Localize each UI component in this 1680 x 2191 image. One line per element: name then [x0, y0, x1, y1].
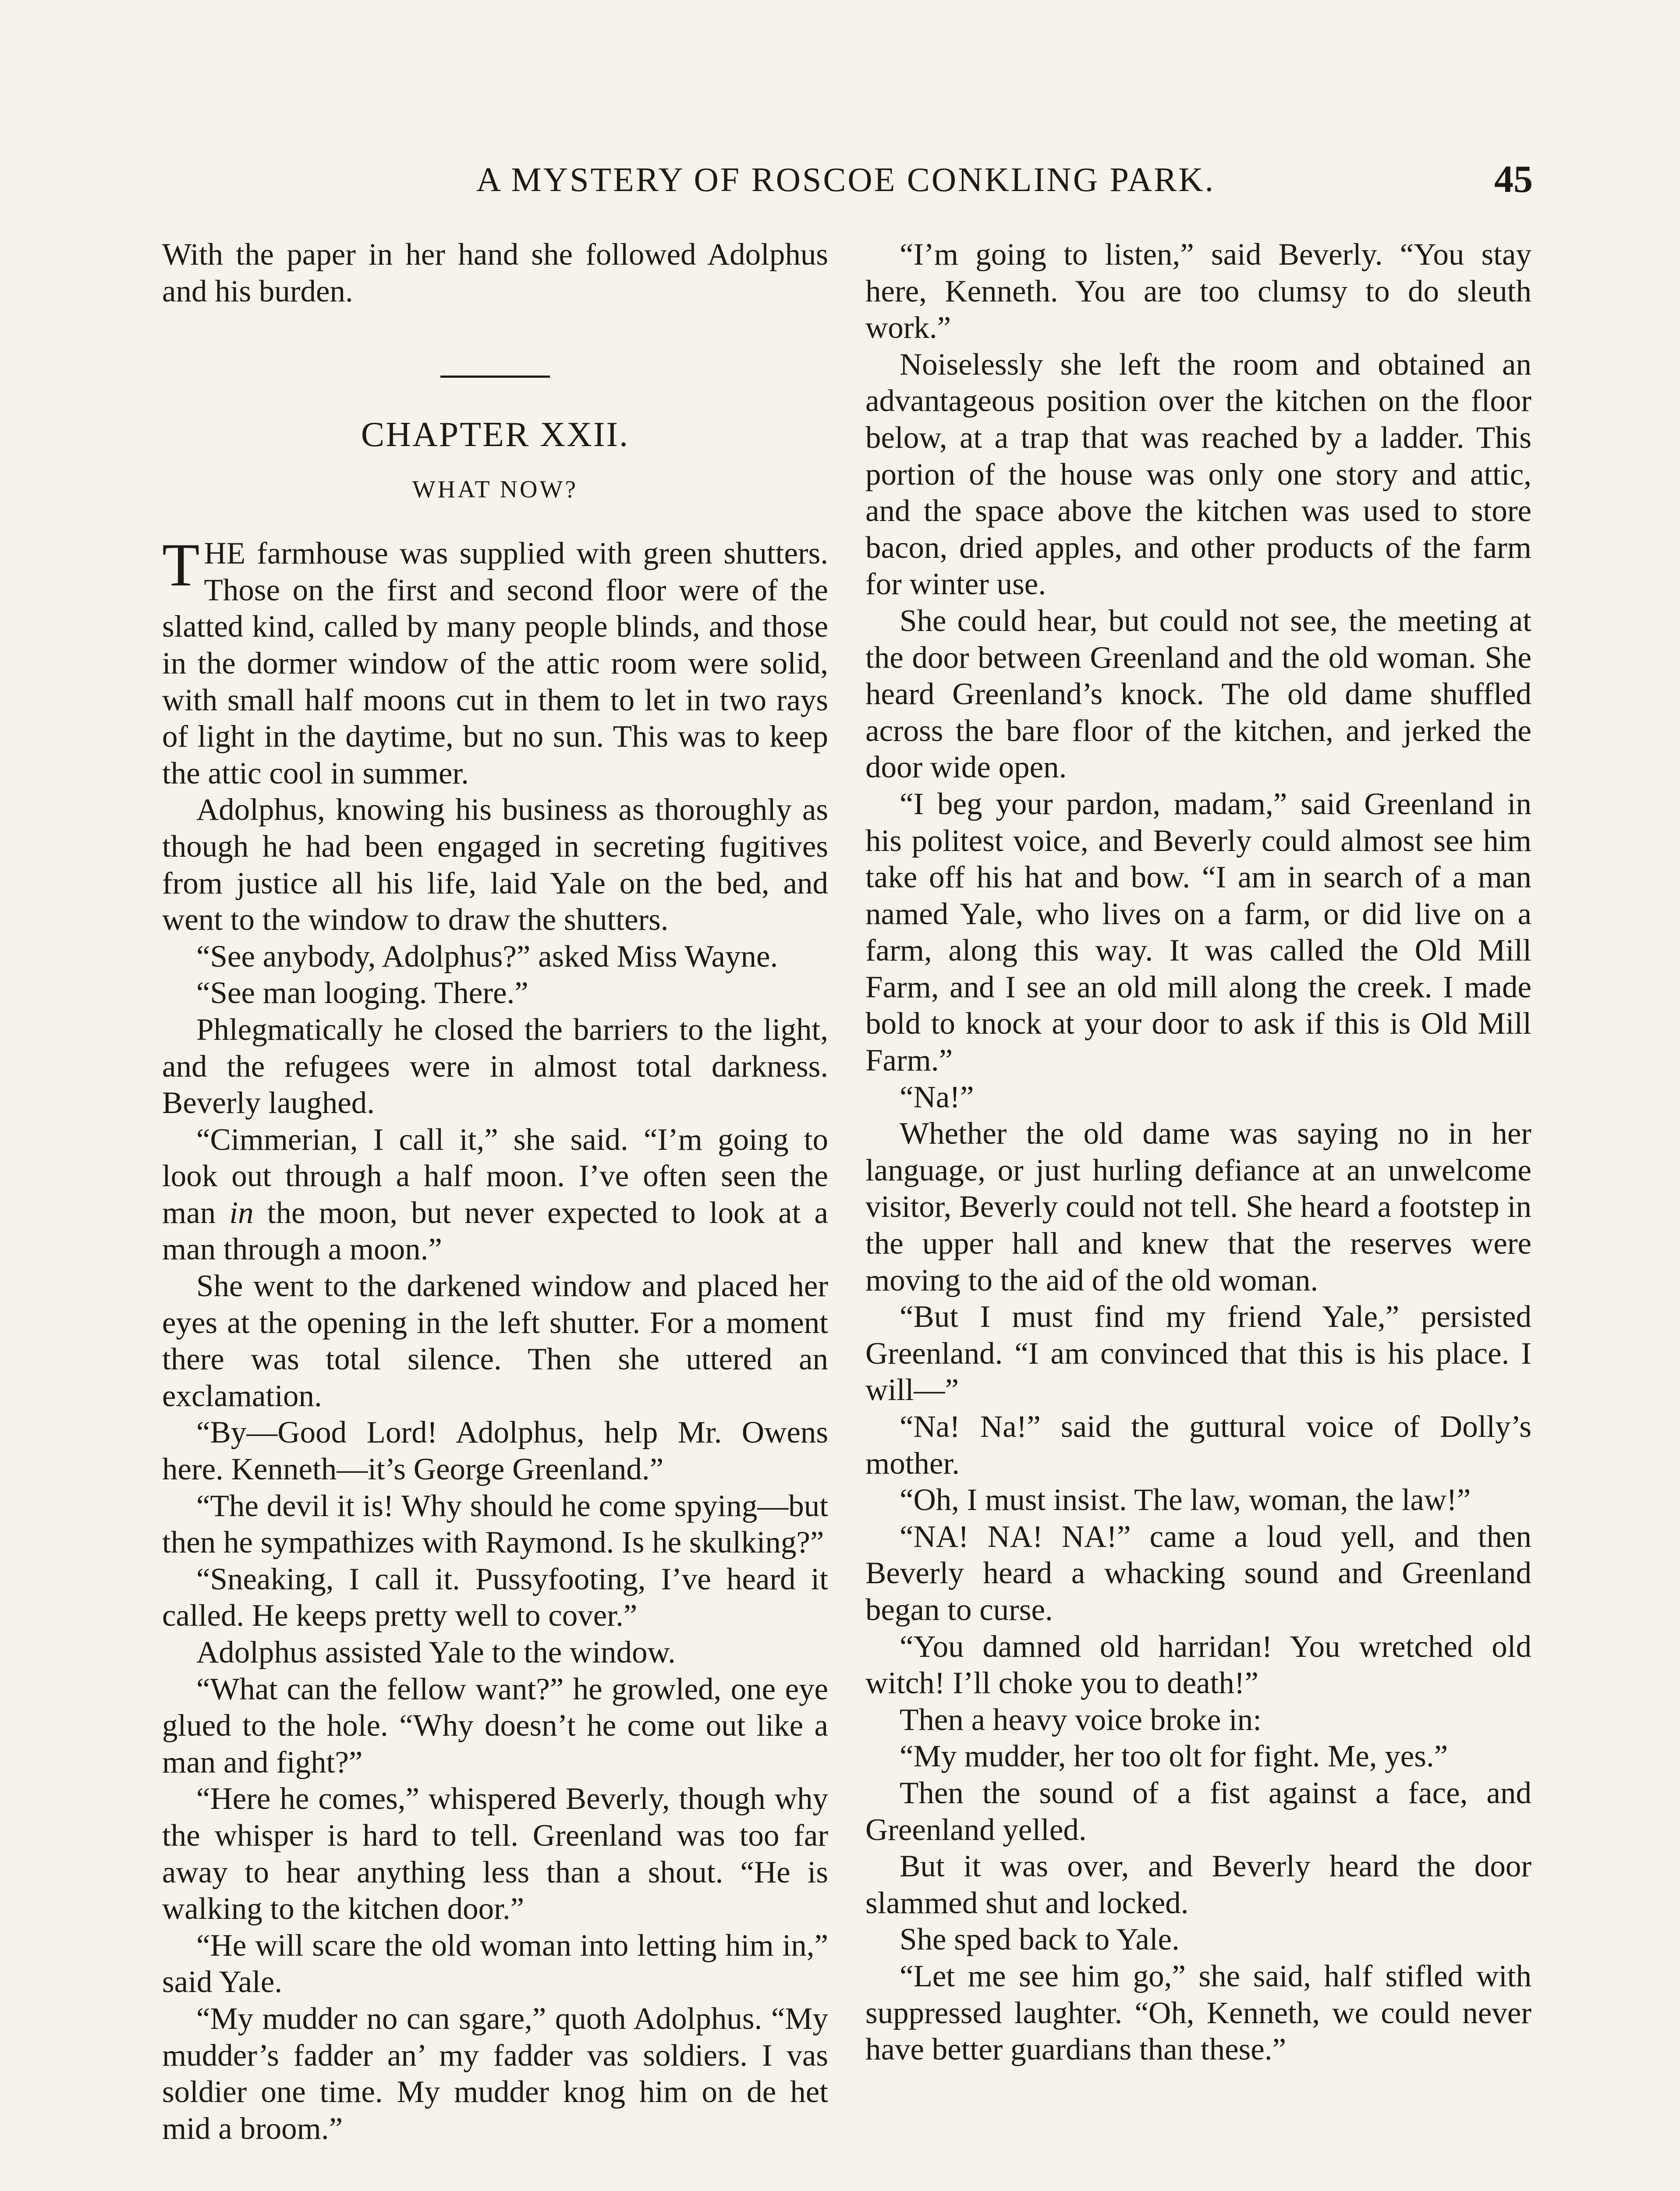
chapter-title: CHAPTER XXII. — [361, 415, 630, 454]
italic-word: in — [229, 1195, 254, 1230]
paragraph: She went to the darkened window and placed her eyes at the opening in the left shutter. For a moment there was total silence. Then she uttered an exclamation. — [162, 1269, 828, 1413]
paragraph: Then the sound of a fist against a face, and Greenland yelled. — [865, 1776, 1531, 1847]
paragraph — [162, 1122, 828, 1268]
paragraph: “He will scare the old woman into letting him in,” said Yale. — [162, 1928, 828, 2000]
paragraph: “See man looging. There.” — [196, 976, 528, 1010]
chapter-subtitle: WHAT NOW? — [412, 476, 578, 503]
paragraph: “Oh, I must insist. The law, woman, the law!” — [900, 1483, 1471, 1517]
paragraph: “Na! Na!” said the guttural voice of Dolly’s mother. — [865, 1410, 1531, 1481]
paragraph: “NA! NA! NA!” came a loud yell, and then Beverly heard a whacking sound and Greenland began to curse. — [865, 1519, 1531, 1627]
paragraph: But it was over, and Beverly heard the door slammed shut and locked. — [865, 1849, 1531, 1920]
paragraph-text: HE farmhouse was supplied with green shutters. Those on the first and second floor were of the slatted kind, called by many people blinds, and those in the dormer window of the attic room were solid, with small half moons cut in them to let in two rays of light in the daytime, but no sun. This was to keep the attic cool in summer. — [162, 536, 828, 791]
section-rule — [440, 376, 550, 378]
paragraph: “See anybody, Adolphus?” asked Miss Wayne. — [196, 939, 778, 974]
paragraph: With the paper in her hand she followed Adolphus and his burden. — [162, 238, 828, 308]
paragraph: Then a heavy voice broke in: — [900, 1702, 1262, 1737]
paragraph: “Sneaking, I call it. Pussyfooting, I’ve heard it called. He keeps pretty well to cover.” — [162, 1562, 828, 1633]
paragraph: She sped back to Yale. — [900, 1922, 1180, 1957]
right-column — [865, 237, 1531, 2068]
paragraph: “The devil it is! Why should he come spying—but then he sympathizes with Raymond. Is he skulking?” — [162, 1489, 828, 1560]
running-title: A MYSTERY OF ROSCOE CONKLING PARK. — [476, 160, 1216, 199]
opening-paragraph — [162, 531, 828, 792]
paragraph: “I’m going to listen,” said Beverly. “You stay here, Kenneth. You are too clumsy to do sleuth work.” — [865, 238, 1531, 345]
paragraph: “Na!” — [900, 1080, 974, 1114]
paragraph-text: “Cimmerian, I call it,” she said. “I’m going to look out through a half moon. I’ve often seen the man — [162, 1122, 828, 1230]
left-column — [162, 237, 828, 2147]
page-number: 45 — [1494, 158, 1533, 201]
paragraph: “Let me see him go,” she said, half stifled with suppressed laughter. “Oh, Kenneth, we could never have better guardians than these.” — [865, 1959, 1531, 2067]
paragraph: Adolphus assisted Yale to the window. — [196, 1635, 676, 1670]
paragraph: Adolphus, knowing his business as thoroughly as though he had been engaged in secreting fugitives from justice all his life, laid Yale on the bed, and went to the window to draw the shutters. — [162, 793, 828, 937]
drop-cap: T — [162, 531, 200, 599]
paragraph-text: the moon, but never expected to look at a man through a moon.” — [162, 1195, 828, 1267]
paragraph: “My mudder no can sgare,” quoth Adolphus. “My mudder’s fadder an’ my fadder vas soldiers. I vas soldier one time. My mudder knog him on de het mid a broom.” — [162, 2001, 828, 2146]
paragraph: Phlegmatically he closed the barriers to the light, and the refugees were in almost total darkness. Beverly laughed. — [162, 1012, 828, 1120]
paragraph: “By—Good Lord! Adolphus, help Mr. Owens here. Kenneth—it’s George Greenland.” — [162, 1415, 828, 1487]
running-head — [162, 153, 1533, 206]
paragraph: “My mudder, her too olt for fight. Me, yes.” — [900, 1739, 1448, 1774]
paragraph: Whether the old dame was saying no in her language, or just hurling defiance at an unwelcome visitor, Beverly could not tell. She heard a footstep in the upper hall and knew that the reserves were moving to the aid of the old woman. — [865, 1117, 1531, 1298]
paragraph: “Here he comes,” whispered Beverly, though why the whisper is hard to tell. Greenland was too far away to hear anything less than a shout. “He is walking to the kitchen door.” — [162, 1782, 828, 1926]
paragraph: Noiselessly she left the room and obtained an advantageous position over the kitchen on the floor below, at a trap that was reached by a ladder. This portion of the house was only one story and attic, and the space above the kitchen was used to store bacon, dried apples, and other products of the farm for winter use. — [865, 347, 1531, 602]
paragraph: “What can the fellow want?” he growled, one eye glued to the hole. “Why doesn’t he come out like a man and fight?” — [162, 1672, 828, 1780]
paragraph: She could hear, but could not see, the meeting at the door between Greenland and the old woman. She heard Greenland’s knock. The old dame shuffled across the bare floor of the kitchen, and jerked the door wide open. — [865, 603, 1531, 785]
paragraph: “But I must find my friend Yale,” persisted Greenland. “I am convinced that this is his place. I will—” — [865, 1300, 1531, 1407]
paragraph: “You damned old harridan! You wretched old witch! I’ll choke you to death!” — [865, 1629, 1531, 1701]
paragraph: “I beg your pardon, madam,” said Greenland in his politest voice, and Beverly could almost see him take off his hat and bow. “I am in search of a man named Yale, who lives on a farm, or did live on a farm, along this way. It was called the Old Mill Farm, and I see an old mill along the creek. I made bold to knock at your door to ask if this is Old Mill Farm.” — [865, 787, 1531, 1078]
